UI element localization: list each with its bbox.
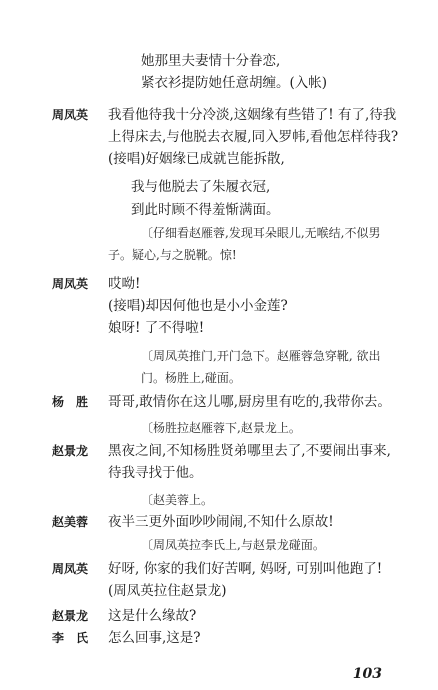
line-text: 门。杨胜上,碰面。	[141, 371, 241, 385]
line-text: 哥哥,敢情你在这儿哪,厨房里有吃的,我带你去。	[108, 394, 391, 410]
page-number: 103	[352, 666, 382, 682]
line-text: 上得床去,与他脱去衣履,同入罗帏,看他怎样待我?	[108, 129, 399, 145]
line-text: (接唱)却因何他也是小小金莲?	[108, 298, 288, 314]
line-text: (周凤英拉住赵景龙)	[108, 583, 227, 599]
speaker-name: 赵景龙	[52, 444, 89, 458]
line-text: 待我寻找于他。	[108, 465, 203, 481]
line-text: 到此时顾不得羞惭满面。	[131, 202, 280, 218]
line-text: 黑夜之间,不知杨胜贤弟哪里去了,不要闹出事来,	[108, 443, 391, 459]
line-text: 怎么回事,这是?	[108, 630, 201, 646]
speaker-name: 赵景龙	[52, 609, 89, 623]
line-text: 她那里夫妻情十分眷恋,	[141, 53, 281, 69]
line-text: 哎呦!	[108, 276, 141, 292]
speaker-name: 赵美蓉	[52, 515, 89, 529]
line-text: 我看他待我十分冷淡,这姻缘有些错了! 有了,待我	[108, 107, 397, 123]
speaker-name: 周凤英	[52, 277, 89, 291]
speaker-name: 周凤英	[52, 108, 89, 122]
line-text: 夜半三更外面吵吵闹闹,不知什么原故!	[108, 514, 334, 530]
line-text: 〔周凤英推门,开门急下。赵雁蓉急穿靴, 欲出	[141, 349, 381, 363]
line-text: (接唱)好姻缘已成就岂能拆散,	[108, 151, 285, 167]
line-text: 好呀, 你家的我们好苦啊, 妈呀, 可别叫他跑了!	[108, 561, 383, 577]
line-text: 〔周凤英拉李氏上,与赵景龙碰面。	[141, 538, 325, 552]
line-text: 这是什么缘故?	[108, 608, 197, 624]
line-text: 〔赵美蓉上。	[141, 493, 214, 507]
line-text: 〔仔细看赵雁蓉,发现耳朵眼儿,无喉结,不似男	[141, 226, 381, 240]
speaker-name: 杨 胜	[52, 395, 89, 409]
speaker-name: 李 氏	[52, 631, 89, 645]
line-text: 子。疑心,与之脱靴。惊!	[108, 248, 237, 262]
speaker-name: 周凤英	[52, 562, 89, 576]
line-text: 我与他脱去了朱履衣冠,	[131, 179, 271, 195]
line-text: 紧衣衫提防她任意胡缠。(入帐)	[141, 75, 328, 91]
line-text: 娘呀! 了不得啦!	[108, 320, 205, 336]
line-text: 〔杨胜拉赵雁蓉下,赵景龙上。	[141, 421, 301, 435]
